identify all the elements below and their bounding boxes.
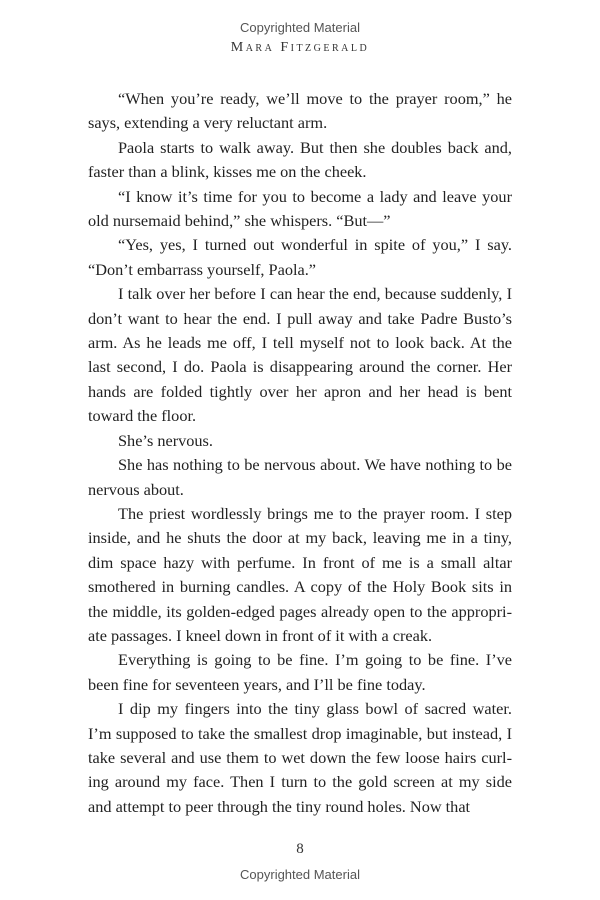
paragraph: “Yes, yes, I turned out wonderful in spite of you,” I say. “Don’t embarrass yourself, Paola.” <box>88 235 512 279</box>
running-head-author: Mara Fitzgerald <box>230 40 370 55</box>
paragraph: “I know it’s time for you to become a lady and leave your old nursemaid behind,” she whispers. “But—” <box>88 186 512 231</box>
copyright-watermark-bottom: Copyrighted Material <box>240 867 360 882</box>
paragraph: She has nothing to be nervous about. We have nothing to be nervous about. <box>88 455 512 499</box>
paragraph: I talk over her before I can hear the end, because suddenly, I don’t want to hear the end. I pull away and take Padre Busto’s arm. As he leads me off, I tell myself not to look back. At the last second, I do. Paola is disappearing around the corner. Her hands are folded tightly over her apron and her head is bent toward the floor. <box>88 284 512 426</box>
paragraph: I dip my fingers into the tiny glass bowl of sacred water. I’m supposed to take the smallest drop imaginable, but instead, I take several and use them to wet down the few loose hairs curling around my face. Then I turn to the gold screen at my side and attempt to peer through the tiny round holes. Now that <box>88 699 512 816</box>
paragraph: She’s nervous. <box>118 430 213 450</box>
body-text <box>88 87 512 819</box>
paragraph: The priest wordlessly brings me to the prayer room. I step inside, and he shuts the door at my back, leaving me in a tiny, dim space hazy with perfume. In front of me is a small altar smothered in burning candles. A copy of the Holy Book sits in the middle, its golden-edged pages already open to the appropriate passages. I kneel down in front of it with a creak. <box>88 503 512 645</box>
paragraph: Everything is going to be fine. I’m going to be fine. I’ve been fine for seventeen years, and I’ll be fine today. <box>88 650 512 694</box>
copyright-watermark-top: Copyrighted Material <box>240 20 360 35</box>
paragraph: “When you’re ready, we’ll move to the prayer room,” he says, extending a very reluctant arm. <box>88 89 512 133</box>
page-number: 8 <box>296 841 304 857</box>
paragraph: Paola starts to walk away. But then she doubles back and, faster than a blink, kisses me on the cheek. <box>88 137 512 182</box>
